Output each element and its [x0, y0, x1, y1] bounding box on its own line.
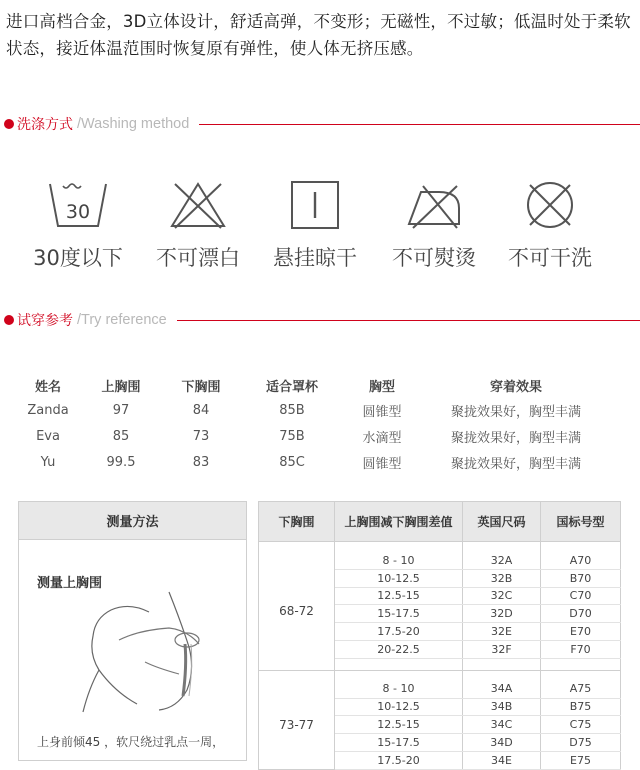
cell: 34A	[463, 680, 541, 698]
cell: 17.5-20	[335, 751, 463, 769]
table-row	[259, 680, 621, 698]
cell: 聚拢效果好，胸型丰满	[450, 456, 581, 472]
wash-temp-text: 30	[65, 201, 91, 223]
washing-title-en: /Washing method	[77, 116, 190, 132]
cell: C70	[541, 587, 621, 605]
wash-item	[374, 178, 494, 272]
cell: 32D	[463, 605, 541, 623]
cell: 34B	[463, 698, 541, 716]
wash-tub-30-icon	[47, 178, 109, 232]
header-name: 姓名	[34, 379, 61, 395]
bullet-dot-icon	[4, 315, 14, 325]
washing-title-zh: 洗涤方式	[17, 117, 73, 133]
measure-panel	[18, 501, 247, 761]
header-upper-bust: 上胸围	[101, 379, 141, 395]
wash-label: 悬挂晾干	[273, 246, 357, 270]
no-dry-clean-icon	[519, 178, 581, 232]
cell: 10-12.5	[335, 569, 463, 587]
measure-subtitle: 测量上胸围	[37, 576, 103, 591]
header-difference: 上胸围减下胸围差值	[335, 502, 463, 542]
cell: 15-17.5	[335, 734, 463, 752]
washing-section-header	[4, 114, 640, 134]
table-row	[0, 397, 596, 423]
cell: Yu	[40, 454, 56, 470]
wash-label: 30度以下	[33, 246, 123, 270]
cell: 85B	[279, 402, 305, 418]
washing-icons	[0, 178, 640, 278]
cell: 17.5-20	[335, 623, 463, 641]
try-reference-table	[0, 373, 596, 475]
cell: 圆锥型	[362, 404, 402, 420]
bullet-dot-icon	[4, 119, 14, 129]
cell: 85C	[279, 454, 305, 470]
cell: C75	[541, 716, 621, 734]
cell: 34D	[463, 734, 541, 752]
section-divider	[199, 124, 640, 125]
cell: A70	[541, 552, 621, 570]
table-row	[259, 552, 621, 570]
range-cell: 73-77	[259, 680, 335, 769]
cell: 99.5	[106, 454, 136, 470]
cell: 84	[192, 402, 210, 418]
cell: E75	[541, 751, 621, 769]
cell: 12.5-15	[335, 716, 463, 734]
cell: A75	[541, 680, 621, 698]
cell: 34E	[463, 751, 541, 769]
header-under-bust: 下胸围	[259, 502, 335, 542]
cell: D75	[541, 734, 621, 752]
cell: 聚拢效果好，胸型丰满	[450, 430, 581, 446]
wash-label: 不可熨烫	[392, 246, 476, 270]
cell: 32B	[463, 569, 541, 587]
cell: 75B	[279, 428, 305, 444]
cell: 34C	[463, 716, 541, 734]
header-uk-size: 英国尺码	[463, 502, 541, 542]
cell: B75	[541, 698, 621, 716]
size-chart-table	[258, 501, 621, 770]
measure-description: 上身前倾45 ，软尺绕过乳点一周，	[37, 735, 225, 749]
table-row	[0, 423, 596, 449]
cell: 8 - 10	[335, 552, 463, 570]
no-iron-icon	[403, 178, 465, 232]
cell: 10-12.5	[335, 698, 463, 716]
cell: 32F	[463, 640, 541, 658]
cell: B70	[541, 569, 621, 587]
table-row	[0, 449, 596, 475]
try-ref-title-en: /Try reference	[77, 312, 167, 328]
cell: 85	[112, 428, 130, 444]
wash-item	[255, 178, 375, 272]
cell: 32A	[463, 552, 541, 570]
header-shape: 胸型	[368, 379, 395, 395]
cell: D70	[541, 605, 621, 623]
cell: 8 - 10	[335, 680, 463, 698]
range-cell: 68-72	[259, 552, 335, 671]
header-gb-size: 国标号型	[541, 502, 621, 542]
cell: 圆锥型	[362, 456, 402, 472]
cell: 73	[192, 428, 210, 444]
cell: 聚拢效果好，胸型丰满	[450, 404, 581, 420]
cell: F70	[541, 640, 621, 658]
table-header-row	[0, 373, 596, 397]
header-cup: 适合罩杯	[265, 379, 318, 395]
wash-item	[138, 178, 258, 272]
section-divider	[177, 320, 640, 321]
wash-label: 不可漂白	[156, 246, 240, 270]
try-reference-section-header	[4, 310, 640, 330]
cell: 32E	[463, 623, 541, 641]
table-header-row	[259, 502, 621, 542]
header-under-bust: 下胸围	[181, 379, 221, 395]
no-bleach-icon	[167, 178, 229, 232]
hang-dry-icon	[284, 178, 346, 232]
cell: E70	[541, 623, 621, 641]
cell: 20-22.5	[335, 640, 463, 658]
cell: 12.5-15	[335, 587, 463, 605]
measure-header: 测量方法	[19, 502, 246, 540]
cell: Zanda	[27, 402, 69, 418]
wash-label: 不可干洗	[508, 246, 592, 270]
wash-item	[490, 178, 610, 272]
try-ref-title-zh: 试穿参考	[17, 313, 73, 329]
cell: 水滴型	[362, 430, 402, 446]
header-effect: 穿着效果	[489, 379, 542, 395]
cell: 15-17.5	[335, 605, 463, 623]
cell: 97	[112, 402, 130, 418]
wash-item	[18, 178, 138, 272]
cell: Eva	[36, 428, 60, 444]
measure-figure-illustration	[59, 592, 219, 712]
intro-text: 进口高档合金，3D立体设计，舒适高弹，不变形；无磁性，不过敏；低温时处于柔软状态，接近体温范围时恢复原有弹性，使人体无挤压感。	[6, 12, 631, 58]
cell: 32C	[463, 587, 541, 605]
cell: 83	[192, 454, 210, 470]
